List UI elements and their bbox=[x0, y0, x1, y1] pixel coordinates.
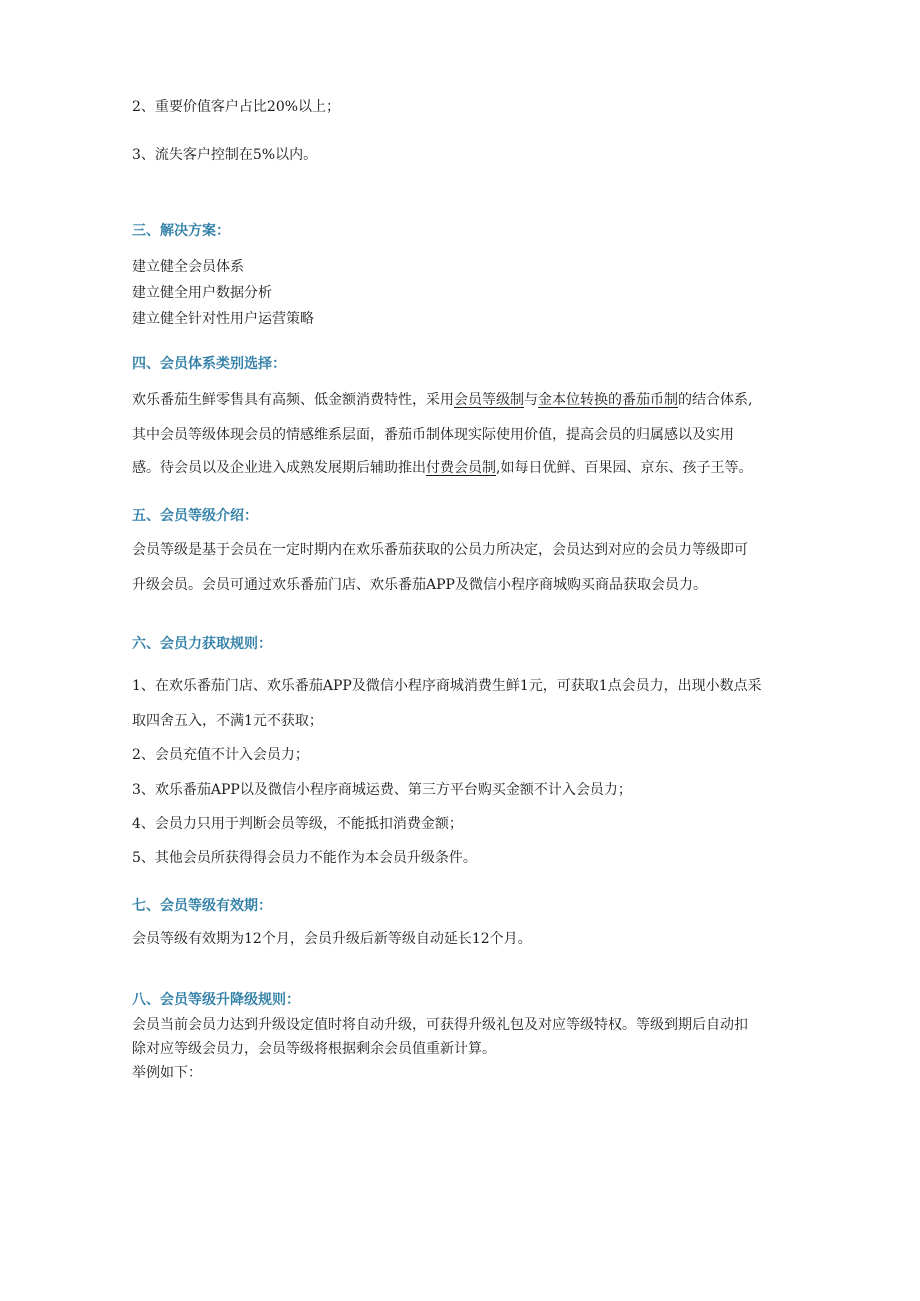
paragraph-line: 举例如下： bbox=[132, 1065, 202, 1081]
paragraph-line: 其中会员等级体现会员的情感维系层面，番茄币制体现实际使用价值，提高会员的归属感以及实用 bbox=[132, 427, 734, 443]
underlined-term: 付费会员制 bbox=[426, 460, 496, 476]
section-heading: 七、会员等级有效期： bbox=[132, 898, 272, 914]
list-item: 3、欢乐番茄APP以及微信小程序商城运费、第三方平台购买金额不计入会员力； bbox=[132, 782, 632, 798]
list-item: 1、在欢乐番茄门店、欢乐番茄APP及微信小程序商城消费生鲜1元，可获取1点会员力，出现小数点采 bbox=[132, 678, 762, 694]
paragraph-line: 会员当前会员力达到升级设定值时将自动升级，可获得升级礼包及对应等级特权。等级到期后自动扣 bbox=[132, 1017, 748, 1033]
list-item: 5、其他会员所获得得会员力不能作为本会员升级条件。 bbox=[132, 850, 477, 866]
section-heading: 三、解决方案： bbox=[132, 223, 230, 239]
list-item: 4、会员力只用于判断会员等级，不能抵扣消费金额； bbox=[132, 816, 463, 832]
text-run: 与 bbox=[524, 392, 538, 408]
paragraph-line: 会员等级是基于会员在一定时期内在欢乐番茄获取的公员力所决定，会员达到对应的会员力等级即可 bbox=[132, 542, 748, 558]
list-item: 取四舍五入，不满1元不获取； bbox=[132, 713, 323, 729]
text-run: 感。待会员以及企业进入成熟发展期后辅助推出 bbox=[132, 460, 426, 476]
section-heading: 六、会员力获取规则： bbox=[132, 636, 272, 652]
list-item: 3、流失客户控制在5%以内。 bbox=[132, 147, 318, 163]
section-heading: 四、会员体系类别选择： bbox=[132, 356, 286, 372]
text-run: ,如每日优鲜、百果园、京东、孩子王等。 bbox=[496, 460, 753, 476]
paragraph-line: 升级会员。会员可通过欢乐番茄门店、欢乐番茄APP及微信小程序商城购买商品获取会员力。 bbox=[132, 577, 707, 593]
section-heading: 八、会员等级升降级规则： bbox=[132, 992, 300, 1008]
paragraph-line: 会员等级有效期为12个月，会员升级后新等级自动延长12个月。 bbox=[132, 931, 532, 947]
list-item: 2、会员充值不计入会员力； bbox=[132, 747, 309, 763]
paragraph-line bbox=[132, 458, 752, 478]
paragraph-line: 建立健全针对性用户运营策略 bbox=[132, 311, 314, 327]
underlined-term: 会员等级制 bbox=[454, 392, 524, 408]
paragraph-line: 建立健全会员体系 bbox=[132, 259, 244, 275]
paragraph-line: 除对应等级会员力，会员等级将根据剩余会员值重新计算。 bbox=[132, 1041, 496, 1057]
text-run: 的结合体系, bbox=[678, 392, 753, 408]
paragraph-line bbox=[132, 390, 752, 410]
section-heading: 五、会员等级介绍： bbox=[132, 508, 258, 524]
text-run: 欢乐番茄生鲜零售具有高频、低金额消费特性，采用 bbox=[132, 392, 454, 408]
underlined-term: 金本位转换的番茄币制 bbox=[538, 392, 678, 408]
paragraph-line: 建立健全用户数据分析 bbox=[132, 285, 272, 301]
list-item: 2、重要价值客户占比20%以上； bbox=[132, 99, 341, 115]
